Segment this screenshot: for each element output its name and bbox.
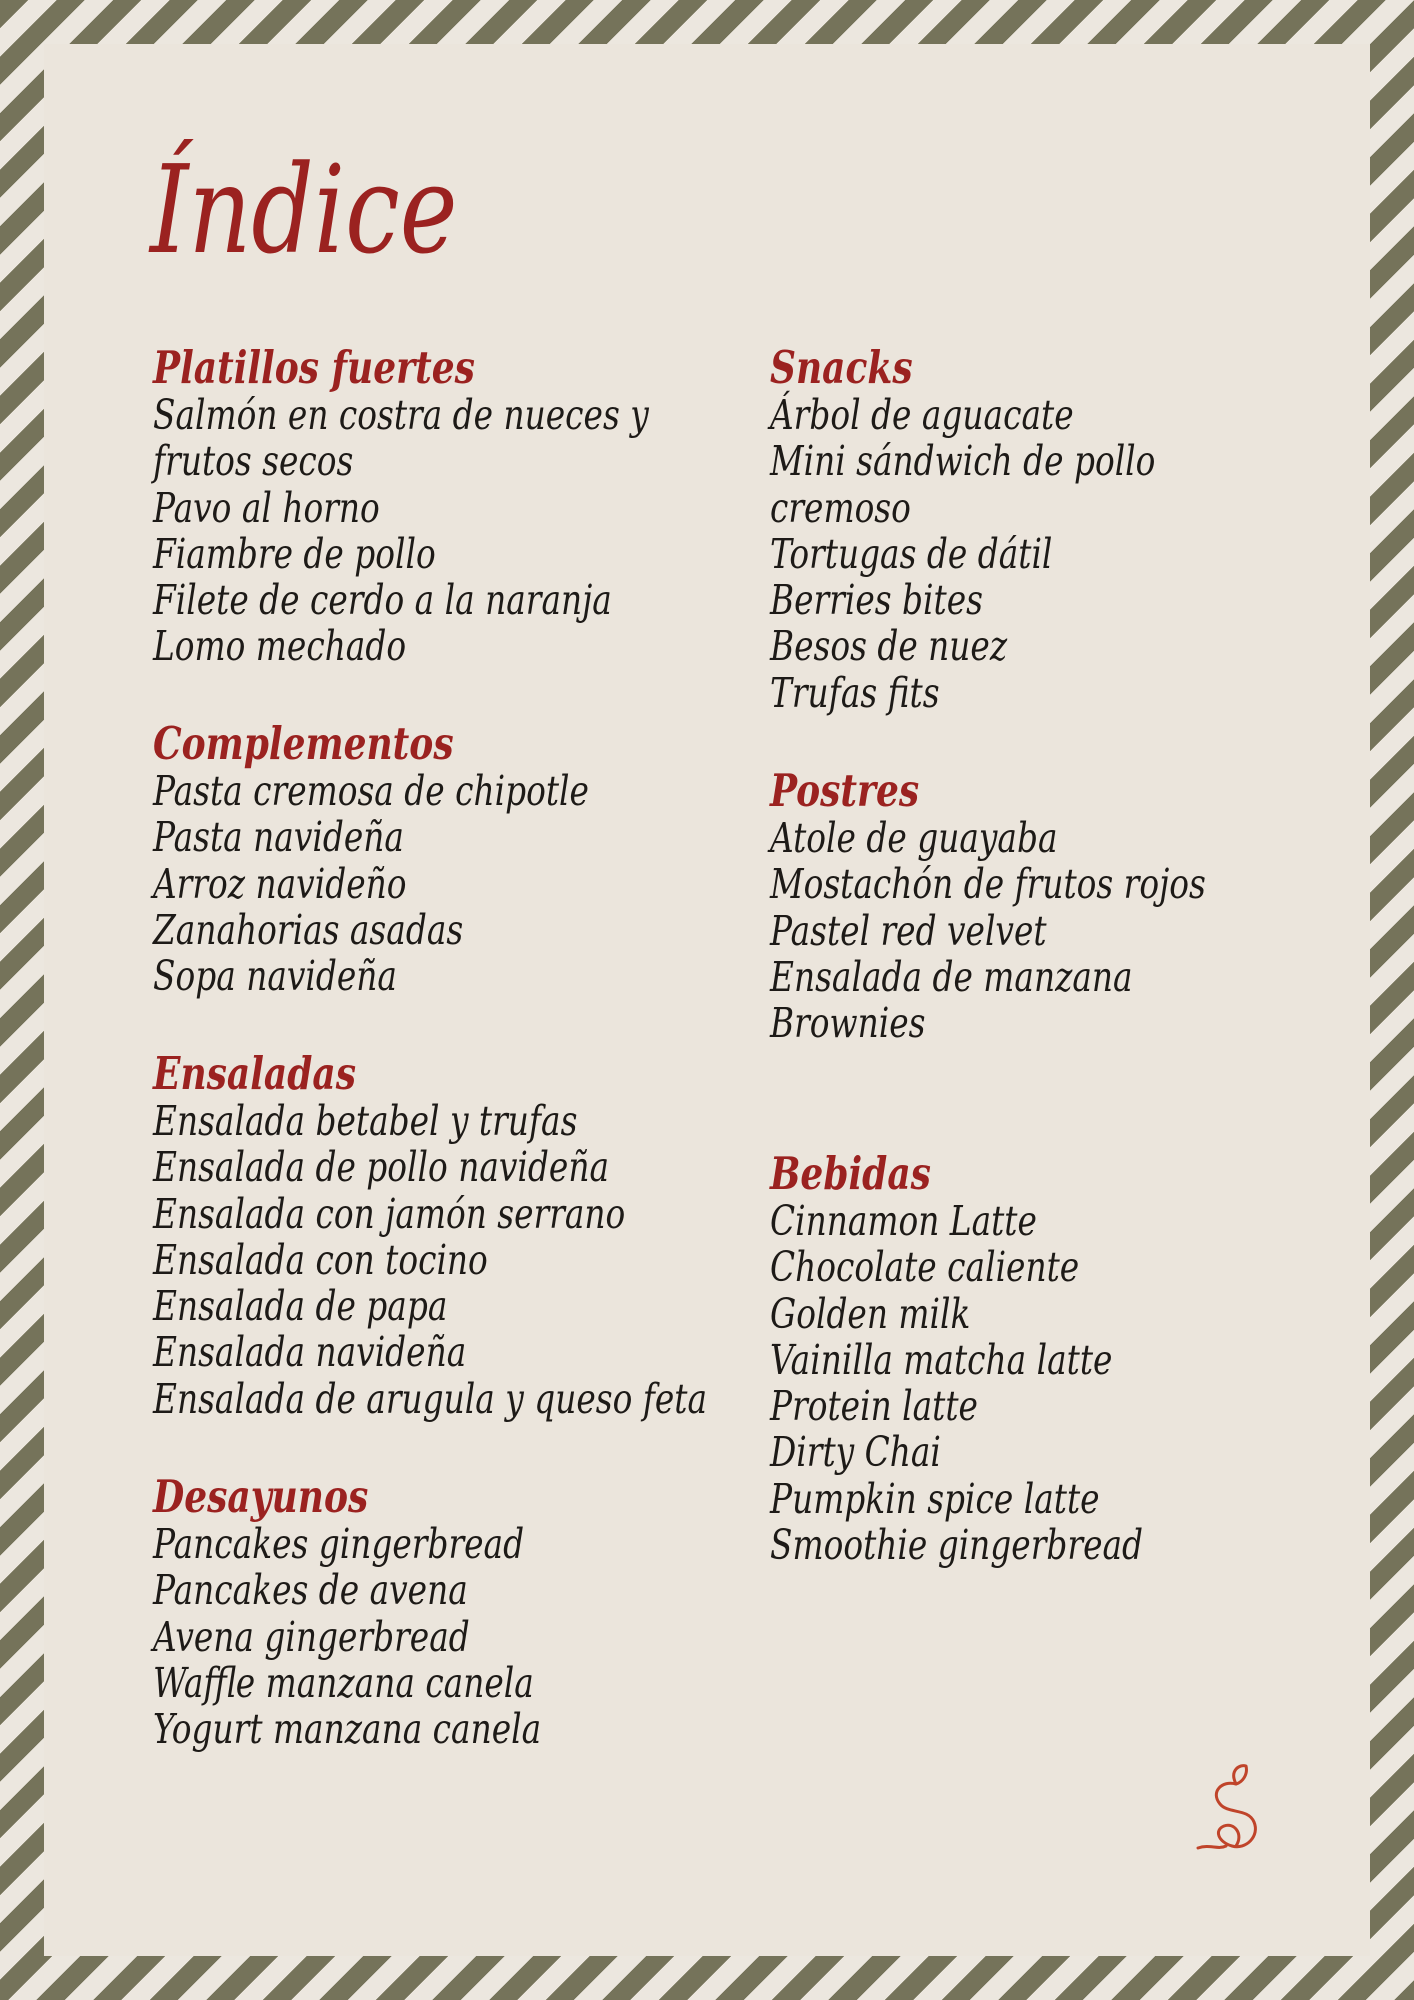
list-item: Protein latte xyxy=(770,1382,978,1431)
list-item: Pancakes gingerbread xyxy=(153,1520,525,1568)
fruit-s-logo-icon xyxy=(1196,1760,1276,1860)
section-heading: Desayunos xyxy=(153,1470,369,1523)
section-heading: Complementos xyxy=(153,717,454,770)
list-item: Sopa navideña xyxy=(153,952,397,1001)
list-item: Zanahorias asadas xyxy=(153,905,464,954)
list-item: Ensalada de arugula y queso feta xyxy=(153,1374,708,1423)
list-item: Pasta cremosa de chipotle xyxy=(153,767,589,815)
list-item: Atole de guayaba xyxy=(770,814,1058,862)
section-bebidas xyxy=(770,1147,1390,1570)
section-heading: Snacks xyxy=(770,341,913,394)
list-item: Ensalada navideña xyxy=(153,1328,467,1377)
section-complementos xyxy=(153,717,773,1001)
list-item: Avena gingerbread xyxy=(153,1612,470,1661)
list-item: Ensalada con tocino xyxy=(153,1235,488,1284)
list-item: Árbol de aguacate xyxy=(770,391,1074,439)
list-item: cremoso xyxy=(770,483,911,532)
list-item: Filete de cerdo a la naranja xyxy=(153,576,612,625)
section-heading: Ensaladas xyxy=(153,1047,356,1100)
list-item: Trufas fits xyxy=(770,668,940,717)
list-item: Tortugas de dátil xyxy=(770,529,1053,578)
list-item: Berries bites xyxy=(770,576,983,625)
section-postres xyxy=(770,764,1390,1048)
list-item: Mostachón de frutos rojos xyxy=(770,860,1206,909)
list-item: Pumpkin spice latte xyxy=(770,1474,1100,1523)
list-item: Ensalada betabel y trufas xyxy=(153,1097,578,1145)
list-item: Pastel red velvet xyxy=(770,906,1047,955)
list-item: Salmón en costra de nueces y xyxy=(153,391,649,439)
list-item: Cinnamon Latte xyxy=(770,1197,1037,1245)
list-item: Mini sándwich de pollo xyxy=(770,437,1156,486)
list-item: Waffle manzana canela xyxy=(153,1658,534,1707)
list-item: Yogurt manzana canela xyxy=(153,1705,542,1754)
list-item: Chocolate caliente xyxy=(770,1243,1080,1292)
section-ensaladas xyxy=(153,1047,773,1423)
section-heading: Bebidas xyxy=(770,1147,931,1200)
page-title: Índice xyxy=(150,139,458,281)
list-item: Pancakes de avena xyxy=(153,1566,468,1615)
section-heading: Platillos fuertes xyxy=(153,341,475,394)
section-heading: Postres xyxy=(770,764,920,817)
section-platillos-fuertes xyxy=(153,341,773,671)
list-item: Pavo al horno xyxy=(153,483,380,532)
list-item: Arroz navideño xyxy=(153,859,407,908)
section-snacks xyxy=(770,341,1390,717)
list-item: Golden milk xyxy=(770,1289,971,1338)
list-item: Smoothie gingerbread xyxy=(770,1521,1144,1570)
section-desayunos xyxy=(153,1470,773,1754)
list-item: frutos secos xyxy=(153,437,354,486)
list-item: Ensalada de papa xyxy=(153,1282,448,1331)
list-item: Dirty Chai xyxy=(770,1428,941,1477)
list-item: Lomo mechado xyxy=(153,622,407,671)
list-item: Ensalada de pollo navideña xyxy=(153,1143,609,1192)
list-item: Ensalada de manzana xyxy=(770,952,1133,1001)
list-item: Ensalada con jamón serrano xyxy=(153,1189,626,1238)
list-item: Vainilla matcha latte xyxy=(770,1335,1113,1384)
list-item: Besos de nuez xyxy=(770,622,1008,671)
list-item: Fiambre de pollo xyxy=(153,529,436,578)
list-item: Pasta navideña xyxy=(153,813,404,862)
list-item: Brownies xyxy=(770,999,926,1048)
